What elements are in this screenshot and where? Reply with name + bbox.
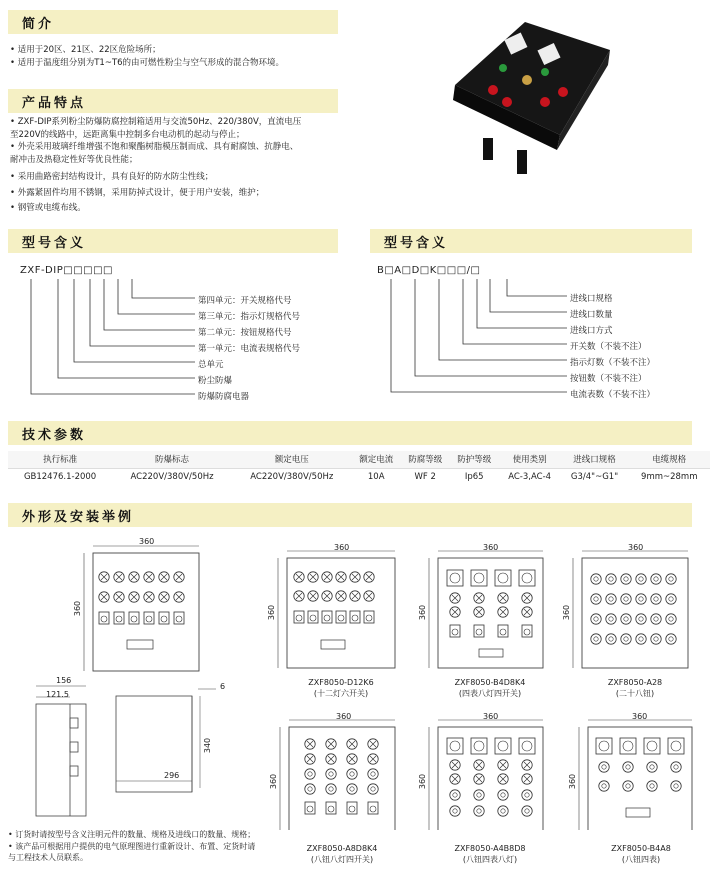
section-title-features: 产品特点 bbox=[22, 96, 87, 111]
spec-header-cell: 电缆规格 bbox=[629, 451, 710, 468]
drawing-a28-items bbox=[591, 574, 676, 644]
drawing-d12k6-items bbox=[294, 572, 374, 649]
dim-height: 360 bbox=[418, 773, 428, 790]
note-line: • 订货时请按型号含义注明元件的数量、规格及进线口的数量、规格； bbox=[8, 830, 256, 839]
caption-b4a8 bbox=[596, 843, 686, 865]
feature-line: 至220V的线路中，远距离集中控制多台电动机的起动与停止； bbox=[10, 129, 245, 140]
caption-model: ZXF8050-A28 bbox=[607, 678, 663, 687]
spec-value-cell: AC-3,AC-4 bbox=[508, 471, 552, 482]
model-code-right: B□A□D□K□□□/□ bbox=[377, 265, 481, 276]
caption-desc: (十二灯六开关) bbox=[313, 689, 369, 698]
spec-value-cell: Ip65 bbox=[464, 471, 484, 482]
model-legend-right bbox=[570, 291, 655, 403]
legend-item: 第二单元：按钮规格代号 bbox=[198, 328, 292, 338]
dim-width-large: 360 bbox=[139, 537, 155, 546]
spec-header-cell: 额定电流 bbox=[352, 451, 401, 468]
spec-value-cell: AC220V/380V/50Hz bbox=[130, 471, 214, 482]
caption-desc: (八钮四表八灯) bbox=[462, 855, 518, 864]
model-legend-left bbox=[198, 293, 300, 405]
spec-value-row bbox=[8, 468, 710, 485]
drawing-a4b8d8-items bbox=[447, 738, 535, 816]
caption-model: ZXF8050-A4B8D8 bbox=[454, 844, 526, 853]
feature-list bbox=[10, 116, 301, 215]
legend-item: 进线口方式 bbox=[570, 326, 613, 336]
caption-model: ZXF8050-B4D8K4 bbox=[454, 678, 526, 687]
drawing-b4d8k4-items bbox=[447, 570, 535, 657]
dim-depth-156: 156 bbox=[56, 676, 72, 685]
caption-d12k6 bbox=[296, 677, 386, 699]
spec-value-cell: G3/4"~G1" bbox=[570, 471, 619, 482]
model-diagram-left bbox=[20, 276, 200, 401]
dim-width: 360 bbox=[632, 712, 648, 721]
spec-header-cell: 防腐等级 bbox=[401, 451, 450, 468]
dim-width: 360 bbox=[336, 712, 352, 721]
drawing-side-view bbox=[36, 686, 86, 816]
section-band-intro bbox=[8, 10, 338, 34]
drawing-b4a8-items bbox=[596, 738, 684, 817]
legend-item: 指示灯数（不装不注） bbox=[570, 358, 656, 368]
caption-a8d8k4 bbox=[296, 843, 388, 865]
legend-item: 总单元 bbox=[198, 360, 224, 370]
feature-line: • 外露紧固件均用不锈钢，采用防掉式设计，便于用户安装，维护； bbox=[10, 187, 265, 198]
dim-height: 360 bbox=[267, 604, 277, 621]
spec-header-cell: 进线口规格 bbox=[561, 451, 629, 468]
drawing-b4a8 bbox=[579, 720, 692, 830]
spec-table bbox=[8, 451, 710, 485]
section-band-install bbox=[8, 503, 692, 527]
dim-depth-121: 121.5 bbox=[46, 690, 69, 699]
section-band-model-left bbox=[8, 229, 338, 253]
spec-header-cell: 防护等级 bbox=[450, 451, 499, 468]
drawing-a4b8d8 bbox=[429, 720, 543, 830]
intro-line: • 适用于温度组分别为T1~T6的由可燃性粉尘与空气形成的混合物环境。 bbox=[10, 57, 285, 68]
spec-header-cell: 执行标准 bbox=[8, 451, 112, 468]
feature-line: • 采用曲路密封结构设计，具有良好的防水防尘性线； bbox=[10, 172, 214, 182]
legend-item: 电流表数（不装不注） bbox=[570, 390, 656, 400]
dim-width: 360 bbox=[483, 712, 499, 721]
model-code-left: ZXF-DIP□□□□□ bbox=[20, 265, 113, 276]
legend-item: 进线口数量 bbox=[570, 310, 613, 320]
legend-item: 第一单元：电流表规格代号 bbox=[198, 344, 301, 354]
model-diagram-right bbox=[377, 276, 577, 401]
drawing-front-large bbox=[84, 546, 199, 671]
section-title-model-right: 型号含义 bbox=[384, 236, 449, 251]
dim-height-large: 360 bbox=[73, 600, 83, 617]
note-line: • 该产品可根据用户提供的电气原理图进行重新设计、布置、定货时请 bbox=[8, 841, 256, 851]
caption-desc: (二十八钮) bbox=[615, 689, 655, 698]
note-line: 与工程技术人员联系。 bbox=[8, 853, 88, 862]
dim-height: 360 bbox=[562, 604, 572, 621]
section-band-features bbox=[8, 89, 338, 113]
legend-item: 按钮数（不装不注） bbox=[570, 374, 647, 384]
spec-value-cell: 9mm~28mm bbox=[641, 471, 698, 482]
caption-desc: (四表八灯四开关) bbox=[458, 689, 522, 698]
spec-header-cell: 防爆标志 bbox=[112, 451, 232, 468]
dim-width: 360 bbox=[628, 543, 644, 552]
product-photo bbox=[445, 10, 615, 180]
caption-desc: (八钮四表) bbox=[621, 855, 661, 864]
intro-line: • 适用于20区、21区、22区危险场所； bbox=[10, 45, 161, 55]
legend-item: 粉尘防爆 bbox=[198, 376, 233, 386]
dim-width: 360 bbox=[334, 543, 350, 552]
spec-value-cell: 10A bbox=[367, 471, 385, 482]
dim-height: 360 bbox=[269, 773, 279, 790]
dim-width: 360 bbox=[483, 543, 499, 552]
drawing-b4d8k4 bbox=[429, 551, 543, 668]
drawing-a28 bbox=[573, 551, 688, 668]
feature-line: 耐冲击及热稳定性好等优良性能； bbox=[10, 154, 138, 165]
spec-header-row bbox=[8, 451, 710, 468]
section-band-tech bbox=[8, 421, 692, 445]
dim-296: 296 bbox=[164, 771, 180, 780]
dim-height: 360 bbox=[418, 604, 428, 621]
legend-item: 第三单元：指示灯规格代号 bbox=[198, 312, 301, 322]
dim-340: 340 bbox=[203, 737, 213, 754]
caption-a28 bbox=[590, 677, 680, 699]
feature-line: • 钢管或电缆布线。 bbox=[10, 203, 86, 213]
feature-line: • 外壳采用玻璃纤维增强不饱和聚酯树脂模压制而成、具有耐腐蚀、抗静电、 bbox=[10, 142, 299, 152]
drawing-front-large-buttons bbox=[99, 572, 184, 624]
section-title-model-left: 型号含义 bbox=[22, 236, 87, 251]
section-title-tech: 技术参数 bbox=[22, 428, 87, 443]
section-title-install: 外形及安装举例 bbox=[22, 510, 135, 525]
spec-header-cell: 使用类别 bbox=[499, 451, 561, 468]
dim-height: 360 bbox=[568, 773, 578, 790]
legend-item: 进线口规格 bbox=[570, 294, 613, 304]
caption-desc: (八钮八灯四开关) bbox=[310, 855, 374, 864]
caption-model: ZXF8050-B4A8 bbox=[611, 844, 671, 853]
caption-model: ZXF8050-D12K6 bbox=[308, 678, 374, 687]
section-title-intro: 简介 bbox=[22, 17, 55, 32]
spec-value-cell: GB12476.1-2000 bbox=[23, 471, 97, 482]
caption-b4d8k4 bbox=[440, 677, 540, 699]
legend-item: 开关数（不装不注） bbox=[570, 342, 647, 352]
spec-value-cell: WF 2 bbox=[414, 471, 436, 482]
intro-list bbox=[10, 44, 284, 69]
caption-a4b8d8 bbox=[440, 843, 540, 865]
legend-item: 第四单元：开关规格代号 bbox=[198, 296, 292, 306]
section-band-model-right bbox=[370, 229, 692, 253]
dim-6: 6 bbox=[220, 682, 226, 691]
feature-line: • ZXF-DIP系列粉尘防爆防腐控制箱适用与交流50Hz、220/380V，直流电压 bbox=[10, 117, 302, 127]
order-notes bbox=[8, 829, 255, 864]
drawing-d12k6 bbox=[278, 551, 395, 668]
spec-header-cell: 额定电压 bbox=[232, 451, 352, 468]
drawing-a8d8k4-items bbox=[305, 739, 378, 814]
spec-value-cell: AC220V/380V/50Hz bbox=[250, 471, 334, 482]
legend-item: 防爆防腐电器 bbox=[198, 392, 250, 402]
caption-model: ZXF8050-A8D8K4 bbox=[306, 844, 378, 853]
